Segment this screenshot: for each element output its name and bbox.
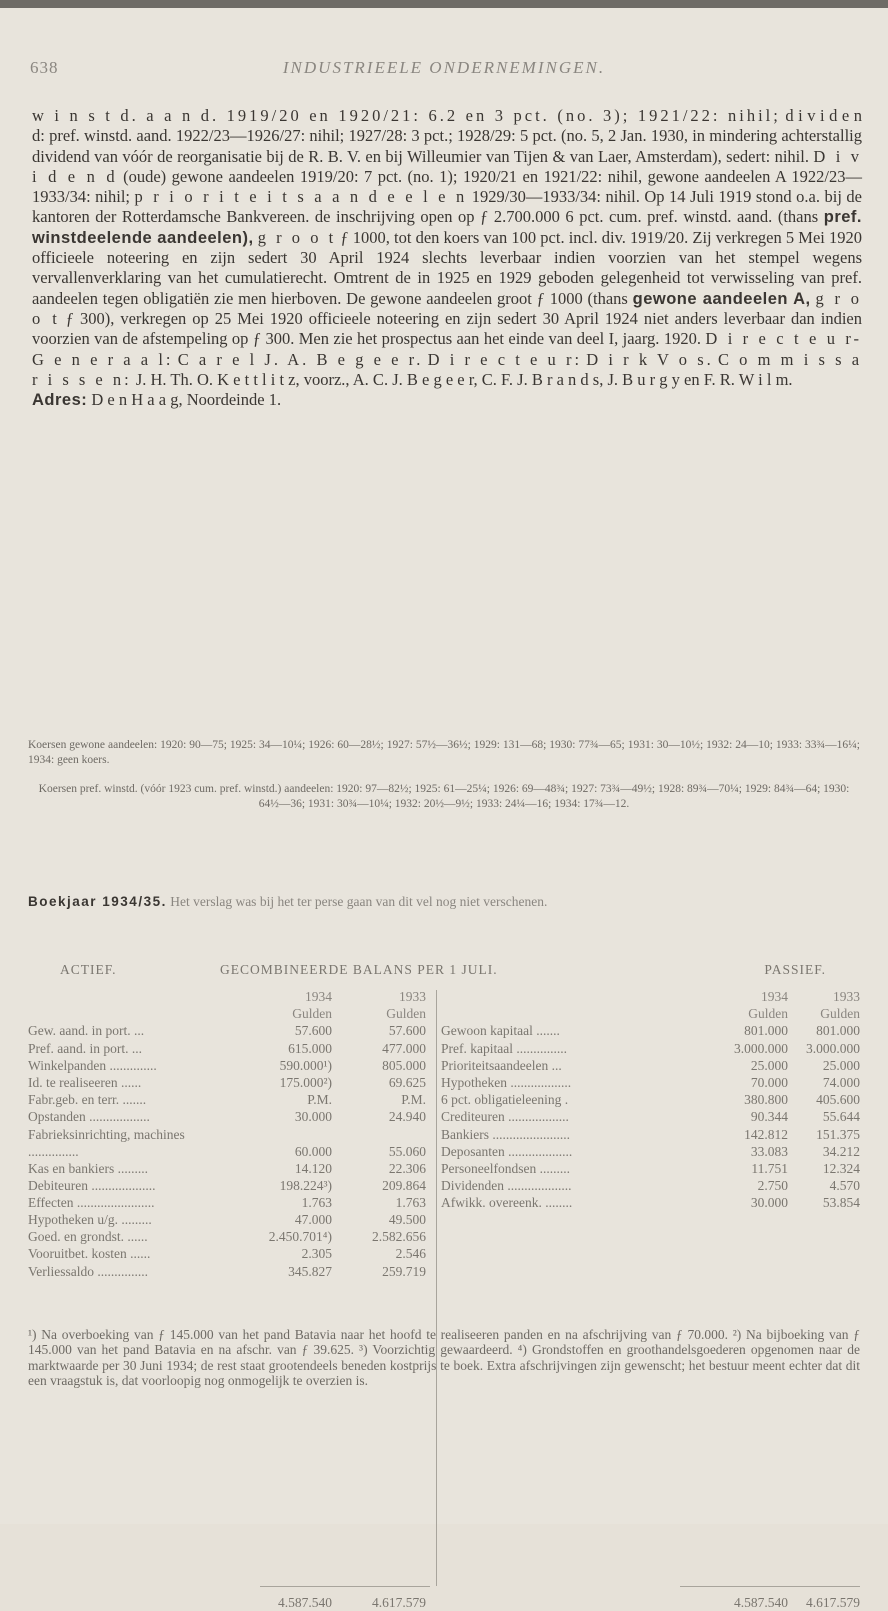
koersen-pref: Koersen pref. winstd. (vóór 1923 cum. pref. winstd.) aandeelen: 1920: 97—82½; 1925: 61—25¼; 1926: 69—48¾; 1927: 73¾—49½; 1928: 89¾—70¼; 1929: 84¾—64; 1930: 64½—36; 1931: 30¾—10¼; 1932: 20½—9½; 1933: 24¼—16; 1934: 17¾—12. (38, 783, 850, 810)
passief-value-1934: 90.344 (750, 1109, 788, 1125)
passief-total-1933: 4.617.579 (806, 1595, 860, 1610)
passief-label: Dividenden ................... (441, 1178, 572, 1194)
page-number: 638 (30, 58, 59, 77)
text-groot-2: g r o o t (32, 288, 863, 328)
text-noteering: ƒ 1000, tot den koers van 100 pct. incl. div. 1919/20. Zij verkregen 5 Mei 1920 officieele noteering en zijn sedert 30 April 1924 slechts leverbaar indien voorzien van het stempel wegens vervallenverklaring van het cumulatierecht. Omtrent de in 1925 en 1929 geboden gelegenheid tot verwisseling van pref. aandeelen tegen obligatiën zie men hierboven. De gewone aandeelen groot ƒ 1000 (thans (32, 227, 863, 308)
actief-row (28, 1211, 432, 1228)
actief-label: Fabr.geb. en terr. ....... (28, 1092, 147, 1108)
actief-total-row (28, 1594, 432, 1611)
actief-label: Opstanden .................. (28, 1109, 150, 1125)
actief-row (28, 1126, 432, 1160)
passief-label: Pref. kapitaal ............... (441, 1040, 567, 1056)
boekjaar-note (28, 893, 860, 910)
passief-row (441, 1177, 860, 1194)
koersen-gewone: Koersen gewone aandeelen: 1920: 90—75; 1925: 34—10¼; 1926: 60—28½; 1927: 57½—36½; 1929: 131—68; 1930: 77¾—65; 1931: 30—10½; 1932: 24—10; 1933: 33¾—16¼; 1934: geen koers. (28, 739, 860, 766)
actief-row (28, 1194, 432, 1211)
passief-value-1934: 3.000.000 (734, 1040, 788, 1056)
actief-label: Pref. aand. in port. ... (28, 1040, 142, 1056)
unit-label: Gulden (748, 1006, 788, 1022)
unit-label: Gulden (292, 1006, 332, 1022)
passief-value-1934: 380.800 (744, 1092, 788, 1108)
text-commissarissen-label: C o m m i s s a r i s s e n: (32, 349, 863, 389)
passief-row (441, 1194, 860, 1211)
actief-value-1934: 57.600 (294, 1023, 332, 1039)
actief-label: Vooruitbet. kosten ...... (28, 1246, 151, 1262)
actief-value-1933: 24.940 (388, 1109, 426, 1125)
actief-row (28, 1245, 432, 1262)
passief-value-1933: 4.570 (829, 1178, 860, 1194)
passief-value-1933: 25.000 (822, 1057, 860, 1073)
passief-value-1933: 53.854 (822, 1195, 860, 1211)
text-winstd: w i n s t d. a a n d. 1919/20 en 1920/21: 6.2 en 3 pct. (no. 3); 1921/22: nihil; (32, 106, 781, 125)
actief-heading: ACTIEF. (60, 962, 117, 977)
passief-row (441, 1040, 860, 1057)
actief-label: Id. te realiseeren ...... (28, 1074, 142, 1090)
passief-value-1933: 405.600 (816, 1092, 860, 1108)
passief-row (441, 1057, 860, 1074)
passief-value-1934: 11.751 (751, 1160, 788, 1176)
text-common-shares-heading: gewone aandeelen A, (632, 289, 811, 308)
passief-label: Afwikk. overeenk. ........ (441, 1195, 573, 1211)
passief-row (441, 1126, 860, 1143)
actief-row (28, 1022, 432, 1039)
actief-value-1934: 1.763 (301, 1194, 332, 1210)
passief-value-1933: 151.375 (816, 1126, 860, 1142)
passief-row (441, 1160, 860, 1177)
passief-row (441, 1022, 860, 1039)
actief-value-1934: 14.120 (294, 1160, 332, 1176)
scan-top-edge (0, 0, 888, 8)
passief-value-1934: 25.000 (750, 1057, 788, 1073)
actief-value-1933: 477.000 (382, 1040, 426, 1056)
actief-label: Gew. aand. in port. ... (28, 1023, 145, 1039)
footnotes: ¹) Na overboeking van ƒ 145.000 van het pand Batavia naar het hoofd te realiseeren panden en na afschrijving van ƒ 70.000. ²) Na bijboeking van ƒ 145.000 van het pand Batavia en na afschr. van ƒ 39.625. ³) Voorzichtig gewaardeerd. ⁴) Grondstoffen en groothandelsgoederen opgenomen naar de marktwaarde per 30 Juni 1934; de rest staat grootendeels beneden kostprijs te boek. Extra afschrijvingen zijn gewenscht; het bestuur meent echter dat dit een vraagstuk is, dat voorloopig nog onmogelijk te overzien is. (28, 1327, 860, 1389)
passief-total-1934: 4.587.540 (734, 1595, 788, 1610)
text-dividend-oude: (oude) gewone aandeelen 1919/20: 7 pct. (no. 1); 1920/21 en 1921/22: nihil, gewone aandeelen A 1922/23—1933/34: nihil; (32, 166, 863, 207)
actief-value-1934: 2.305 (301, 1246, 332, 1262)
actief-value-1933: 49.500 (388, 1212, 426, 1228)
actief-value-1934: P.M. (307, 1092, 332, 1108)
actief-label: Fabrieksinrichting, machines ............... (28, 1126, 185, 1159)
actief-value-1934: 30.000 (294, 1109, 332, 1125)
passief-total-row (441, 1594, 860, 1611)
actief-row (28, 1263, 432, 1280)
actief-value-1934: 175.000²) (279, 1074, 332, 1090)
actief-column (28, 988, 432, 1280)
text-groot-1: g r o o t (257, 227, 337, 247)
actief-row (28, 1091, 432, 1108)
year-1933: 1933 (833, 989, 860, 1004)
actief-row (28, 1108, 432, 1125)
actief-row (28, 1160, 432, 1177)
passief-value-1934: 33.083 (750, 1143, 788, 1159)
passief-label: 6 pct. obligatieleening . (441, 1092, 569, 1108)
passief-value-1933: 801.000 (816, 1023, 860, 1039)
actief-value-1933: 2.582.656 (372, 1229, 426, 1245)
actief-label: Effecten ....................... (28, 1194, 155, 1210)
passief-value-1933: 3.000.000 (806, 1040, 860, 1056)
text-dg-name: C a r e l J. A. B e g e e r. (177, 349, 424, 369)
actief-value-1933: 2.546 (395, 1246, 426, 1262)
year-row (28, 988, 432, 1005)
text-directeur-label: D i r e c t e u r: (427, 349, 583, 369)
passief-label: Crediteuren .................. (441, 1109, 569, 1125)
passief-row (441, 1091, 860, 1108)
actief-value-1933: 69.625 (388, 1074, 426, 1090)
year-1933: 1933 (399, 989, 426, 1004)
unit-label: Gulden (820, 1006, 860, 1022)
passief-value-1933: 74.000 (822, 1074, 860, 1090)
passief-column (441, 988, 860, 1211)
text-prioriteit-label: p r i o r i t e i t s a a n d e e l e n (134, 187, 468, 207)
company-description (32, 106, 862, 410)
text-dg-label: D i r e c t e u r-G e n e r a a l: (32, 329, 863, 369)
actief-label: Verliessaldo ............... (28, 1263, 148, 1279)
actief-value-1933: 1.763 (395, 1194, 426, 1210)
actief-label: Winkelpanden .............. (28, 1057, 157, 1073)
unit-row (441, 1005, 860, 1022)
actief-value-1933: 209.864 (382, 1177, 426, 1193)
passief-label: Bankiers ....................... (441, 1126, 570, 1142)
actief-row (28, 1074, 432, 1091)
address-value: D e n H a a g, Noordeinde 1. (91, 390, 282, 410)
passief-value-1933: 55.644 (822, 1109, 860, 1125)
actief-value-1934: 345.827 (288, 1263, 332, 1279)
actief-value-1934: 590.000¹) (279, 1057, 332, 1073)
paragraph (32, 106, 862, 390)
boekjaar-label: Boekjaar 1934/35. (28, 894, 167, 909)
actief-label: Debiteuren ................... (28, 1177, 156, 1193)
balance-header (28, 962, 860, 984)
passief-row (441, 1143, 860, 1160)
passief-value-1934: 70.000 (750, 1074, 788, 1090)
passief-value-1934: 142.812 (744, 1126, 788, 1142)
actief-row (28, 1057, 432, 1074)
actief-value-1934: 60.000 (294, 1143, 332, 1159)
actief-total-1933: 4.617.579 (372, 1595, 426, 1610)
actief-total-1934: 4.587.540 (278, 1595, 332, 1610)
passief-total-rule (680, 1586, 860, 1587)
text-directeur-name: D i r k V o s. (586, 349, 714, 369)
unit-row (28, 1005, 432, 1022)
passief-label: Deposanten ................... (441, 1143, 573, 1159)
actief-value-1934: 2.450.701⁴) (268, 1229, 332, 1245)
actief-row (28, 1228, 432, 1245)
actief-value-1933: 22.306 (388, 1160, 426, 1176)
actief-value-1933: 57.600 (388, 1023, 426, 1039)
actief-row (28, 1177, 432, 1194)
year-1934: 1934 (305, 989, 332, 1004)
column-divider (436, 990, 437, 1586)
year-1934: 1934 (761, 989, 788, 1004)
page-header (30, 58, 858, 80)
passief-row (441, 1074, 860, 1091)
passief-value-1933: 34.212 (822, 1143, 860, 1159)
actief-label: Goed. en grondst. ...... (28, 1229, 148, 1245)
boekjaar-text: Het verslag was bij het ter perse gaan van dit vel nog niet verschenen. (170, 894, 548, 909)
running-title: INDUSTRIEELE ONDERNEMINGEN. (282, 58, 606, 77)
passief-value-1933: 12.324 (822, 1160, 860, 1176)
text-afstempeling: ƒ 300), verkregen op 25 Mei 1920 officieele noteering en zijn sedert 30 April 1924 niet anders leverbaar dan indien voorzien van de afstempeling op ƒ 300. Men zie het prospectus aan het einde van deel I, jaarg. 1920. (32, 308, 862, 349)
address-label: Adres: (32, 391, 88, 410)
passief-label: Hypotheken .................. (441, 1074, 572, 1090)
text-dividend-label: D i v i d e n d (32, 146, 863, 186)
actief-row (28, 1040, 432, 1057)
passief-label: Prioriteitsaandeelen ... (441, 1057, 562, 1073)
text-pref-shares-heading: pref. winstdeelende aandeelen), (32, 208, 863, 247)
year-row (441, 988, 860, 1005)
actief-value-1934: 615.000 (288, 1040, 332, 1056)
actief-value-1934: 198.224³) (279, 1177, 332, 1193)
unit-label: Gulden (386, 1006, 426, 1022)
passief-value-1934: 30.000 (750, 1195, 788, 1211)
actief-value-1933: 55.060 (388, 1143, 426, 1159)
actief-value-1934: 47.000 (294, 1212, 332, 1228)
passief-label: Personeelfondsen ......... (441, 1160, 570, 1176)
passief-value-1934: 801.000 (744, 1023, 788, 1039)
passief-value-1934: 2.750 (757, 1178, 788, 1194)
text-commissarissen-names: J. H. Th. O. K e t t l i t z, voorz., A. C. J. B e g e e r, C. F. J. B r a n d s, J. B u r g y en F. R. W i l m. (135, 369, 793, 389)
text-inschrijving: 1929/30—1933/34: nihil. Op 14 Juli 1919 stond o.a. bij de kantoren der Rotterdamsche Bankvereen. de inschrijving open op ƒ 2.700.000 6 pct. cum. pref. winstd. aand. (thans (32, 187, 863, 227)
actief-value-1933: P.M. (401, 1092, 426, 1108)
passief-heading: PASSIEF. (764, 962, 826, 977)
actief-label: Hypotheken u/g. ......... (28, 1212, 152, 1228)
address-line (32, 390, 862, 410)
text-dividend-pref: d i v i d e n d: pref. winstd. aand. 1922/23—1926/27: nihil; 1927/28: 3 pct.; 1928/29: 5 pct. (no. 5, 2 Jan. 1930, in mindering achterstallig dividend van vóór de reorganisatie bij de R. B. V. en bij Willeumier van Tijen & van Laer, Amsterdam), sedert: nihil. (32, 106, 862, 166)
passief-label: Gewoon kapitaal ....... (441, 1023, 560, 1039)
actief-value-1933: 259.719 (382, 1263, 426, 1279)
actief-total-rule (260, 1586, 430, 1587)
balance-title: GECOMBINEERDE BALANS PER 1 JULI. (220, 962, 498, 977)
actief-label: Kas en bankiers ......... (28, 1160, 148, 1176)
passief-row (441, 1108, 860, 1125)
actief-value-1933: 805.000 (382, 1057, 426, 1073)
